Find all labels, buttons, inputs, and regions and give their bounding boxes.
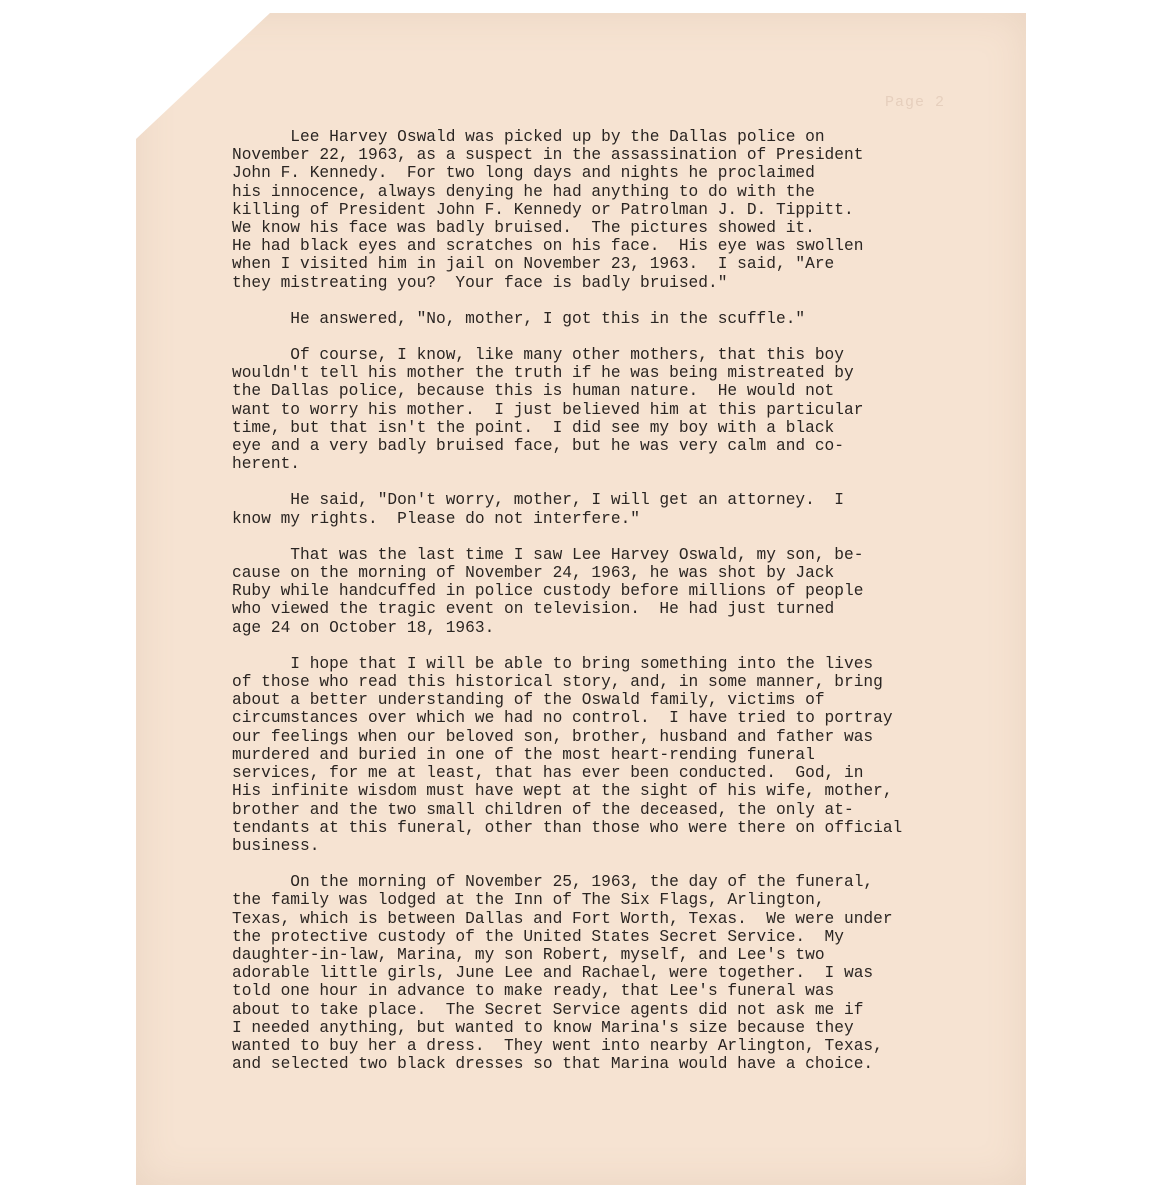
text-line: circumstances over which we had no control. I have tried to portray — [232, 709, 893, 728]
text-line: November 22, 1963, as a suspect in the assassination of President — [232, 146, 864, 165]
text-line: about a better understanding of the Oswald family, victims of — [232, 691, 825, 710]
text-line: Of course, I know, like many other mothers, that this boy — [232, 346, 844, 365]
text-line: That was the last time I saw Lee Harvey Oswald, my son, be- — [232, 545, 864, 564]
text-line: tendants at this funeral, other than those who were there on official — [232, 818, 903, 837]
text-line: His infinite wisdom must have wept at the sight of his wife, mother, — [232, 782, 893, 801]
text-line: his innocence, always denying he had anything to do with the — [232, 182, 815, 201]
text-line: wouldn't tell his mother the truth if he was being mistreated by — [232, 364, 854, 383]
text-line: they mistreating you? Your face is badly bruised." — [232, 273, 728, 292]
text-line: services, for me at least, that has ever been conducted. God, in — [232, 764, 864, 783]
paragraph — [232, 491, 992, 527]
text-line: Texas, which is between Dallas and Fort Worth, Texas. We were under — [232, 909, 893, 928]
text-line: He said, "Don't worry, mother, I will get an attorney. I — [232, 491, 844, 510]
text-line: murdered and buried in one of the most heart-rending funeral — [232, 745, 815, 764]
page-number: Page 2 — [885, 94, 946, 111]
text-line: of those who read this historical story, and, in some manner, bring — [232, 673, 883, 692]
text-line: daughter-in-law, Marina, my son Robert, myself, and Lee's two — [232, 945, 825, 964]
text-line: wanted to buy her a dress. They went into nearby Arlington, Texas, — [232, 1036, 883, 1055]
text-line: the protective custody of the United States Secret Service. My — [232, 927, 844, 946]
text-line: our feelings when our beloved son, brother, husband and father was — [232, 727, 874, 746]
paragraph — [232, 546, 992, 637]
text-line: He answered, "No, mother, I got this in the scuffle." — [232, 309, 806, 328]
text-line: I needed anything, but wanted to know Marina's size because they — [232, 1018, 854, 1037]
paragraph — [232, 873, 992, 1073]
text-line: cause on the morning of November 24, 1963, he was shot by Jack — [232, 564, 835, 583]
text-line: when I visited him in jail on November 23, 1963. I said, "Are — [232, 255, 835, 274]
text-line: want to worry his mother. I just believed him at this particular — [232, 400, 864, 419]
text-line: Lee Harvey Oswald was picked up by the Dallas police on — [232, 128, 825, 146]
text-line: We know his face was badly bruised. The pictures showed it. — [232, 219, 815, 238]
paragraph — [232, 655, 992, 855]
text-line: age 24 on October 18, 1963. — [232, 618, 495, 637]
text-line: I hope that I will be able to bring something into the lives — [232, 654, 874, 673]
text-line: know my rights. Please do not interfere." — [232, 509, 640, 528]
letter-body — [232, 128, 992, 1091]
text-line: about to take place. The Secret Service agents did not ask me if — [232, 1000, 864, 1019]
text-line: brother and the two small children of the deceased, the only at- — [232, 800, 854, 819]
text-line: He had black eyes and scratches on his face. His eye was swollen — [232, 237, 864, 256]
text-line: business. — [232, 836, 320, 855]
text-line: the family was lodged at the Inn of The Six Flags, Arlington, — [232, 891, 825, 910]
paragraph — [232, 310, 992, 328]
text-line: John F. Kennedy. For two long days and nights he proclaimed — [232, 164, 815, 183]
text-line: time, but that isn't the point. I did see my boy with a black — [232, 418, 835, 437]
text-line: told one hour in advance to make ready, that Lee's funeral was — [232, 982, 835, 1001]
text-line: killing of President John F. Kennedy or Patrolman J. D. Tippitt. — [232, 200, 854, 219]
paragraph — [232, 128, 992, 292]
text-line: the Dallas police, because this is human nature. He would not — [232, 382, 835, 401]
text-line: On the morning of November 25, 1963, the day of the funeral, — [232, 873, 874, 892]
text-line: herent. — [232, 455, 300, 474]
text-line: eye and a very badly bruised face, but he was very calm and co- — [232, 437, 844, 456]
text-line: Ruby while handcuffed in police custody before millions of people — [232, 582, 864, 601]
text-line: who viewed the tragic event on television. He had just turned — [232, 600, 835, 619]
paragraph — [232, 346, 992, 473]
text-line: and selected two black dresses so that Marina would have a choice. — [232, 1055, 874, 1074]
text-line: adorable little girls, June Lee and Rachael, were together. I was — [232, 964, 874, 983]
